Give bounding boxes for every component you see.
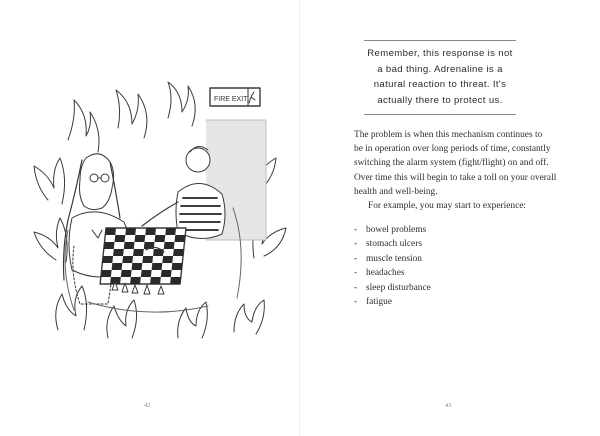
paragraph — [354, 128, 570, 199]
flame-shape — [34, 158, 65, 204]
paragraph: For example, you may start to experience: — [368, 201, 527, 212]
pull-quote-line: a bad thing. Adrenaline is a — [377, 63, 503, 75]
exit-sign-label: FIRE EXIT — [214, 96, 248, 103]
bullet-dash: - — [354, 253, 358, 264]
bullet-dash: - — [354, 225, 358, 235]
symptom-list — [354, 223, 554, 309]
bullet-dash: - — [354, 297, 358, 308]
woman-figure — [80, 154, 114, 210]
illustration-chess-players-in-flames — [28, 80, 288, 342]
page-number: 42 — [144, 402, 151, 409]
flame-shape — [168, 82, 195, 126]
pull-quote-text — [364, 41, 516, 114]
list-item-text: bowel problems — [366, 225, 427, 235]
pull-quote-bottom-rule — [364, 114, 516, 115]
flame-shape — [34, 218, 67, 262]
list-item-text: muscle tension — [366, 253, 422, 264]
page-number: 43 — [445, 402, 452, 409]
bullet-dash: - — [354, 282, 358, 293]
pull-quote-line: actually there to protect us. — [377, 94, 503, 106]
bullet-dash: - — [354, 239, 358, 250]
bullet-dash: - — [354, 268, 358, 279]
right-page — [300, 0, 600, 436]
list-item-text: sleep disturbance — [366, 282, 431, 293]
text-line: Over time this will begin to take a toll on your overall — [354, 172, 557, 183]
pull-quote-line: natural reaction to threat. It's — [373, 79, 507, 90]
text-line: The problem is when this mechanism continues to — [354, 130, 543, 140]
man-figure — [186, 148, 210, 172]
list-item — [354, 281, 554, 295]
flame-shape — [68, 100, 99, 152]
pull-quote — [364, 40, 516, 115]
text-line: be in operation over long periods of time, constantly — [354, 144, 551, 155]
list-item — [354, 237, 554, 251]
list-item — [354, 295, 554, 309]
list-item-text: stomach ulcers — [366, 239, 422, 250]
chessboard — [100, 228, 186, 284]
flame-shape — [56, 286, 87, 330]
list-item — [354, 223, 554, 237]
flame-shape — [107, 300, 137, 338]
body-text — [354, 128, 570, 213]
text-line: health and well-being. — [354, 186, 438, 197]
list-item — [354, 266, 554, 280]
text-line: switching the alarm system (fight/flight) on and off. — [354, 158, 549, 169]
list-item — [354, 252, 554, 266]
flame-shape — [116, 90, 147, 138]
pull-quote-line: Remember, this response is not — [367, 48, 513, 59]
flame-shape — [234, 300, 264, 334]
list-item-text: fatigue — [366, 297, 393, 308]
list-item-text: headaches — [366, 268, 405, 279]
